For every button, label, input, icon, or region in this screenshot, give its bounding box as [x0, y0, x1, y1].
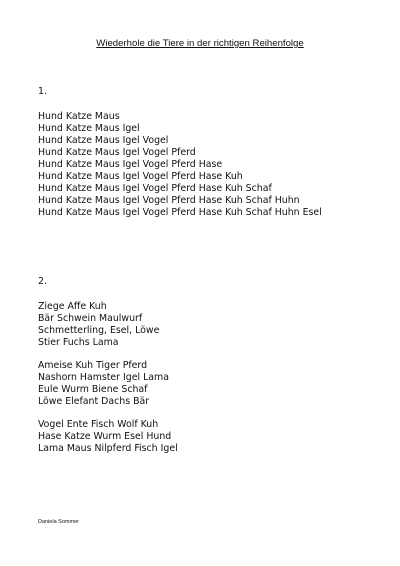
animal-line: Hund Katze Maus Igel Vogel Pferd Hase Kuh Schaf Huhn: [38, 195, 300, 206]
animal-line: Hund Katze Maus Igel: [38, 123, 140, 134]
animal-line: Ziege Affe Kuh: [38, 301, 107, 312]
group-spacer: [38, 408, 178, 419]
animal-line: Hund Katze Maus Igel Vogel Pferd Hase Kuh Schaf: [38, 183, 272, 194]
animal-line: Eule Wurm Biene Schaf: [38, 384, 148, 395]
animal-line: Vogel Ente Fisch Wolf Kuh: [38, 419, 159, 430]
section-2-number: 2.: [38, 276, 47, 287]
animal-group: [38, 360, 178, 408]
worksheet-title: Wiederhole die Tiere in der richtigen Reihenfolge: [96, 38, 304, 49]
animal-line: Ameise Kuh Tiger Pferd: [38, 360, 148, 371]
animal-line: Hund Katze Maus Igel Vogel: [38, 135, 169, 146]
animal-group: [38, 301, 178, 349]
author-footer: Daniela Sommer: [38, 519, 79, 525]
animal-line: Löwe Elefant Dachs Bär: [38, 396, 150, 407]
group-spacer: [38, 349, 178, 360]
animal-line: Hund Katze Maus Igel Vogel Pferd Hase: [38, 159, 223, 170]
animal-line: Hund Katze Maus Igel Vogel Pferd: [38, 147, 196, 158]
animal-line: Hase Katze Wurm Esel Hund: [38, 431, 172, 442]
animal-group: [38, 419, 178, 455]
animal-line: Lama Maus Nilpferd Fisch Igel: [38, 443, 178, 454]
animal-line: Hund Katze Maus Igel Vogel Pferd Hase Kuh: [38, 171, 243, 182]
section-1-number: 1.: [38, 86, 47, 97]
section-2: [38, 276, 178, 455]
animal-line: Hund Katze Maus: [38, 111, 120, 122]
animal-line: Bär Schwein Maulwurf: [38, 313, 143, 324]
section-1: [38, 86, 322, 219]
animal-line: Nashorn Hamster Igel Lama: [38, 372, 169, 383]
animal-line: Hund Katze Maus Igel Vogel Pferd Hase Kuh Schaf Huhn Esel: [38, 207, 322, 218]
animal-line: Stier Fuchs Lama: [38, 337, 119, 348]
animal-line: Schmetterling, Esel, Löwe: [38, 325, 160, 336]
